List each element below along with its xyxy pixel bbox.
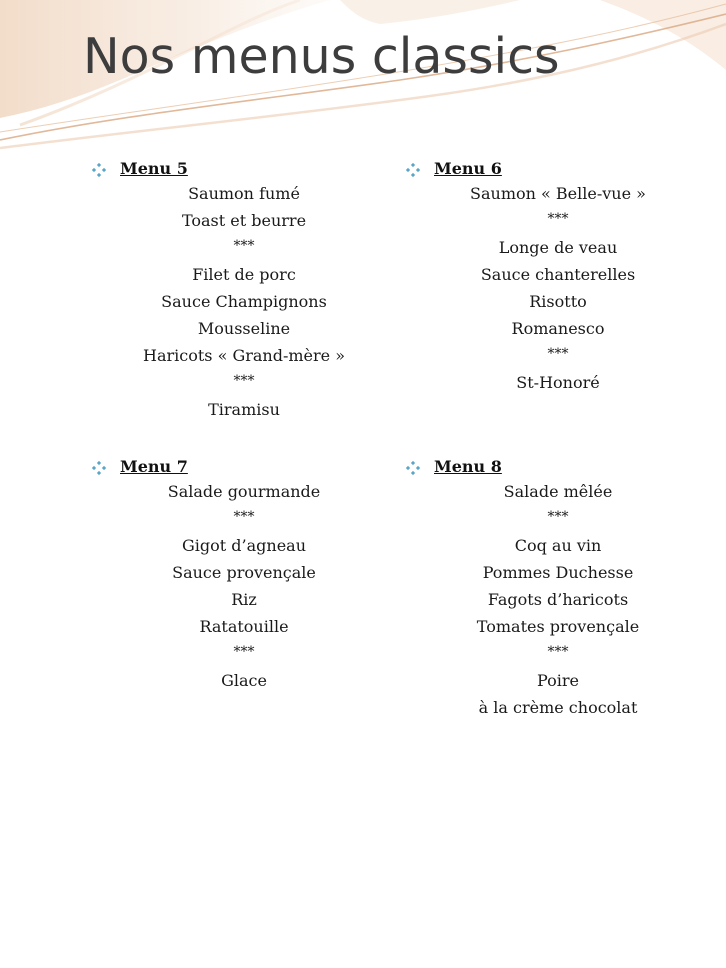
menu-item: Salade gourmande [167, 482, 321, 501]
menu-6-block [406, 157, 706, 392]
course-separator: *** [547, 346, 569, 362]
menu-7-block [92, 455, 392, 690]
menu-item: Ratatouille [199, 617, 289, 636]
diamond-bullet-icon [92, 163, 106, 177]
course-separator: *** [547, 644, 569, 660]
course-separator: *** [547, 509, 569, 525]
course-separator: *** [233, 509, 255, 525]
menu-title: Menu 5 [120, 159, 188, 178]
menu-title: Menu 6 [434, 159, 502, 178]
menu-item: Riz [231, 590, 257, 609]
menu-item: Poire [537, 671, 579, 690]
menu-item: Romanesco [511, 319, 605, 338]
menu-items [418, 478, 698, 721]
menu-item: Sauce Champignons [161, 292, 327, 311]
menu-item: Risotto [529, 292, 587, 311]
menu-item: à la crème chocolat [478, 698, 638, 717]
menu-title: Menu 8 [434, 457, 502, 476]
menu-item: Saumon « Belle-vue » [470, 184, 646, 203]
menu-items [418, 180, 698, 396]
menu-item: Toast et beurre [181, 211, 307, 230]
menu-item: Tomates provençale [476, 617, 640, 636]
menu-item: Saumon fumé [188, 184, 300, 203]
menu-items [104, 478, 384, 694]
menu-item: Sauce chanterelles [480, 265, 636, 284]
menu-8-block [406, 455, 706, 717]
menu-item: Pommes Duchesse [482, 563, 634, 582]
course-separator: *** [233, 644, 255, 660]
menu-item: Filet de porc [192, 265, 296, 284]
course-separator: *** [547, 211, 569, 227]
menu-item: Sauce provençale [172, 563, 316, 582]
menu-item: Fagots d’haricots [487, 590, 629, 609]
page-title: Nos menus classics [83, 28, 560, 85]
menu-item: Longe de veau [498, 238, 618, 257]
menu-item: Glace [221, 671, 267, 690]
menu-item: Mousseline [197, 319, 291, 338]
menu-items [104, 180, 384, 423]
menu-item: Tiramisu [208, 400, 280, 419]
diamond-bullet-icon [406, 163, 420, 177]
menu-item: Salade mêlée [503, 482, 613, 501]
diamond-bullet-icon [406, 461, 420, 475]
menu-item: Gigot d’agneau [181, 536, 306, 555]
menu-5-block [92, 157, 392, 419]
course-separator: *** [233, 373, 255, 389]
menu-title: Menu 7 [120, 457, 188, 476]
menu-item: Coq au vin [514, 536, 602, 555]
course-separator: *** [233, 238, 255, 254]
menu-item: St-Honoré [516, 373, 600, 392]
diamond-bullet-icon [92, 461, 106, 475]
menu-item: Haricots « Grand-mère » [142, 346, 345, 365]
